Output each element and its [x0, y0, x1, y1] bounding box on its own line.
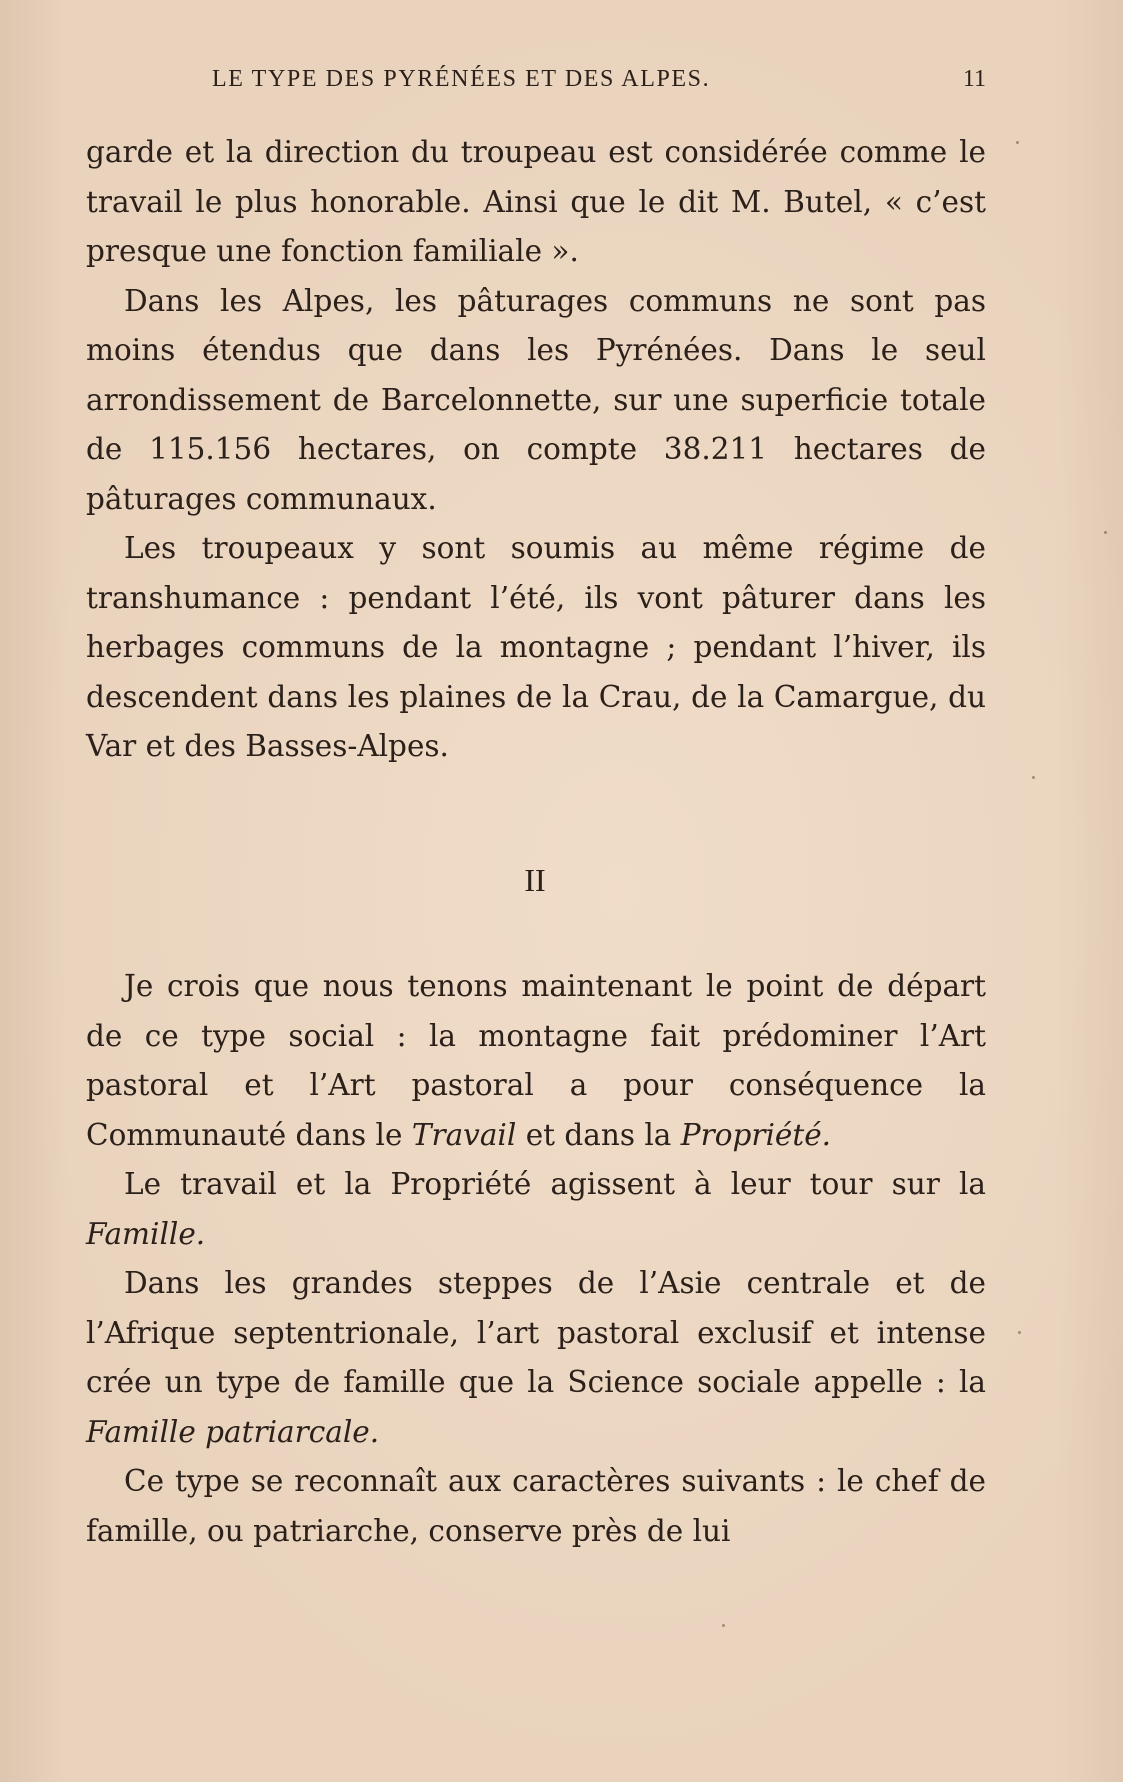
paragraph-steppes-text: Dans les grandes steppes de l’Asie centrale et de l’Afrique septentrionale, l’art pastoral exclusif et intense crée un type de famille que la Science sociale appelle : la	[86, 1266, 986, 1399]
page-number: 11	[962, 66, 986, 92]
paragraph-alps-pastures: Dans les Alpes, les pâturages communs ne sont pas moins étendus que dans les Pyrénées. Dans le seul arrondissement de Barcelonnette, sur une superficie totale de 115.156 hectares, on compte 38.211 hectares de pâturages communaux.	[86, 283, 986, 516]
italic-famille-patriarcale: Famille patriarcale.	[86, 1414, 380, 1449]
section-heading: II	[524, 862, 546, 898]
paper-speck	[1018, 1331, 1021, 1334]
paragraph-social-type-middle: et dans la	[516, 1117, 681, 1152]
paragraph-family-text: Le travail et la Propriété agissent à leur tour sur la	[124, 1167, 986, 1201]
paper-speck	[1104, 531, 1107, 534]
paragraph-continued: garde et la direction du troupeau est considérée comme le travail le plus honorable. Ainsi que le dit M. Butel, « c’est presque une fonction familiale ».	[86, 135, 986, 268]
paragraph-steppes	[86, 1259, 986, 1457]
paper-speck	[1032, 776, 1035, 779]
paragraph-social-type-text: Je crois que nous tenons maintenant le point de départ de ce type social : la montagne fait prédominer l’Art pastoral et l’Art pastoral a pour conséquence la Communauté dans le	[86, 969, 986, 1152]
paragraph-social-type	[86, 962, 986, 1160]
running-title: LE TYPE DES PYRÉNÉES ET DES ALPES.	[212, 66, 711, 92]
italic-travail: Travail	[411, 1117, 517, 1152]
paragraph-patriarch: Ce type se reconnaît aux caractères suivants : le chef de famille, ou patriarche, conserve près de lui	[86, 1464, 986, 1548]
paragraph-family	[86, 1160, 986, 1259]
paper-speck	[1016, 141, 1019, 144]
paper-speck	[722, 1624, 725, 1627]
text-block-before-section	[86, 128, 986, 772]
text-block-after-section	[86, 962, 986, 1556]
italic-famille: Famille.	[86, 1216, 206, 1251]
running-head	[86, 66, 986, 106]
italic-propriete: Propriété.	[680, 1117, 832, 1152]
paragraph-transhumance: Les troupeaux y sont soumis au même régime de transhumance : pendant l’été, ils vont pâturer dans les herbages communs de la montagne ; pendant l’hiver, ils descendent dans les plaines de la Crau, de la Camargue, du Var et des Basses-Alpes.	[86, 531, 986, 763]
